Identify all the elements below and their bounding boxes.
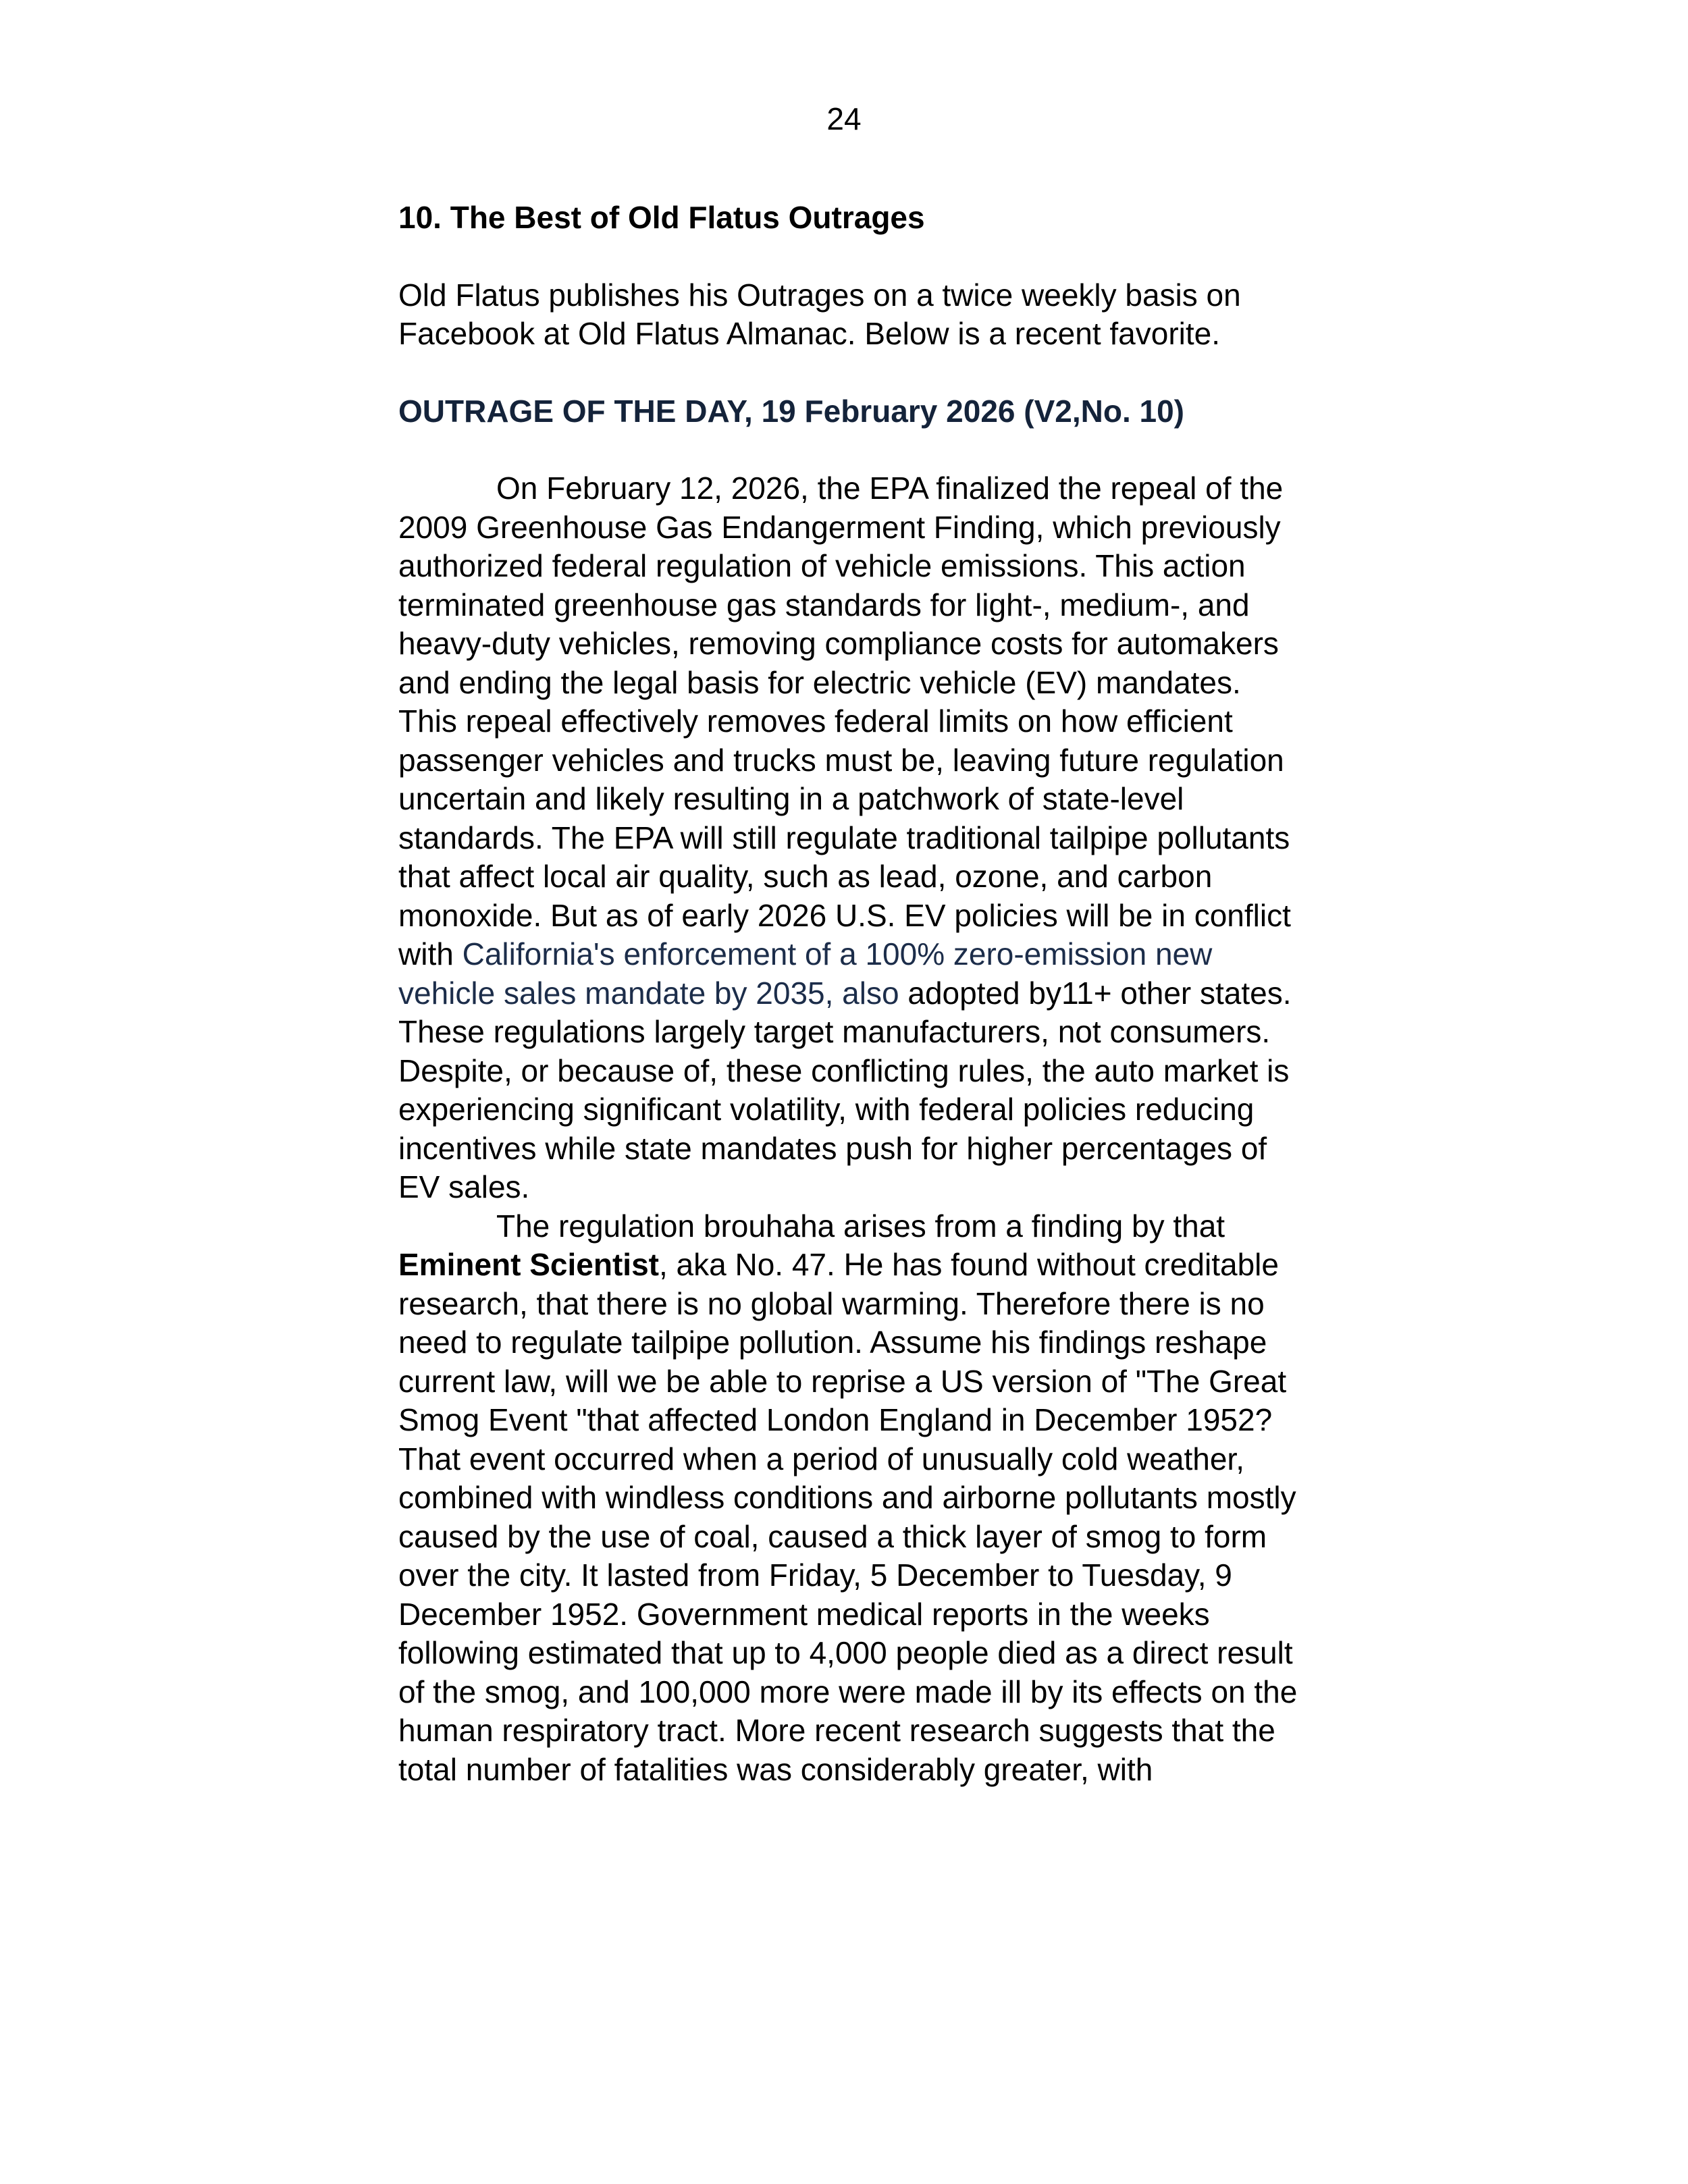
paragraph-2-text-a: The regulation brouhaha arises from a finding by that xyxy=(496,1208,1225,1244)
intro-paragraph: Old Flatus publishes his Outrages on a twice weekly basis on Facebook at Old Flatus Almanac. Below is a recent favorite. xyxy=(398,277,1241,351)
paragraph-2-text-b: , aka No. 47. He has found without creditable research, that there is no global warming. Therefore there is no need to regulate tailpipe pollution. Assume his findings reshape current law, will we be able to reprise a US version of "The Great Smog Event "that affected London England in December 1952? That event occurred when a period of unusually cold weather, combined with windless conditions and airborne pollutants mostly caused by the use of coal, caused a thick layer of smog to form over the city. It lasted from Friday, 5 December to Tuesday, 9 December 1952. Government medical reports in the weeks following estimated that up to 4,000 people died as a direct result of the smog, and 100,000 more were made ill by its effects on the human respiratory tract. More recent research suggests that the total number of fatalities was considerably greater, with xyxy=(398,1247,1298,1787)
outrage-paragraph-2 xyxy=(398,1207,1303,1790)
page-number: 24 xyxy=(826,101,862,136)
page-content xyxy=(398,198,1303,1789)
paragraph-1-text-b: adopted by11+ other states. These regulations largely target manufacturers, not consumers. Despite, or because of, these conflicting rules, the auto market is experiencing significant volatility, with federal policies reducing incentives while state mandates push for higher percentages of EV sales. xyxy=(398,975,1292,1204)
paragraph-1-text-a: On February 12, 2026, the EPA finalized the repeal of the 2009 Greenhouse Gas Endangerment Finding, which previously authorized federal regulation of vehicle emissions. This action terminated greenhouse gas standards for light-, medium-, and heavy-duty vehicles, removing compliance costs for automakers and ending the legal basis for electric vehicle (EV) mandates. This repeal effectively removes federal limits on how efficient passenger vehicles and trucks must be, leaving future regulation uncertain and likely resulting in a patchwork of state-level standards. The EPA will still regulate traditional tailpipe pollutants that affect local air quality, such as lead, ozone, and carbon monoxide. But as of early 2026 U.S. EV policies will be in conflict with xyxy=(398,471,1291,971)
eminent-scientist-term: Eminent Scientist xyxy=(398,1247,659,1282)
section-heading: 10. The Best of Old Flatus Outrages xyxy=(398,200,925,235)
outrage-paragraph-1 xyxy=(398,469,1303,1207)
california-mandate-text: California's enforcement of a 100% zero-emission new vehicle sales mandate by 2035, also xyxy=(398,936,1213,1011)
outrage-heading: OUTRAGE OF THE DAY, 19 February 2026 (V2,No. 10) xyxy=(398,393,1184,429)
